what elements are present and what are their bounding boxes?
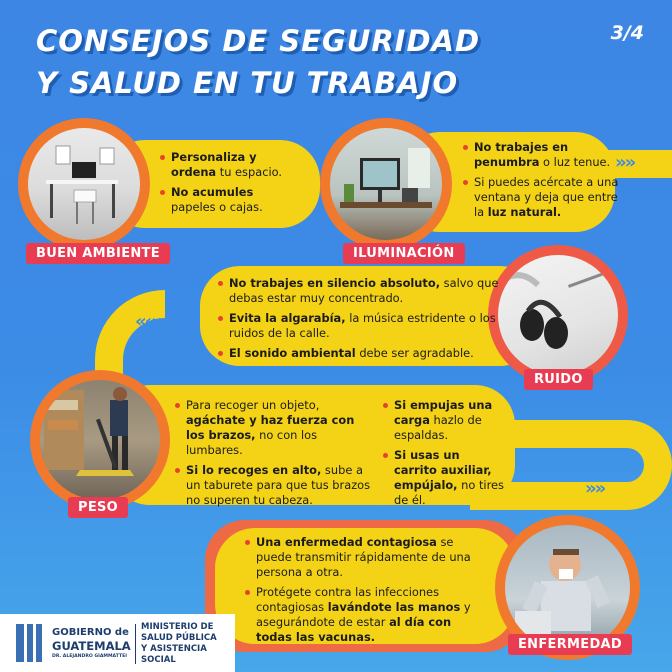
sick-person-photo-icon [505,525,630,650]
monitor-photo-icon [330,128,442,240]
bullet-item: Si usas un carrito auxiliar, empújalo, no tires de él. [383,448,505,508]
label-iluminacion: ILUMINACIÓN [343,243,465,264]
footer-divider [135,624,136,664]
label-peso: PESO [68,497,128,518]
bullet-item: No trabajes en silencio absoluto, salvo que debas estar muy concentrado. [218,276,508,306]
text-peso-right [383,398,505,513]
ministry-line-2: SALUD PÚBLICA [141,633,217,643]
bullet-item: Personaliza y ordena tu espacio. [160,150,300,180]
bullet-item: Si puedes acércate a una ventana y deja que entre la luz natural. [463,175,623,220]
pallet-jack-photo-icon [40,380,160,500]
circle-buen-ambiente [18,118,150,250]
bullet-item: No trabajes en penumbra o luz tenue. [463,140,623,170]
text-enfermedad [245,535,480,650]
text-buen-ambiente [160,150,300,220]
label-enfermedad: ENFERMEDAD [508,634,632,655]
desk-photo-icon [28,128,140,240]
road-chevrons-2: «««« [135,311,174,332]
text-peso-left [175,398,375,513]
ministry-line-3: Y ASISTENCIA [141,644,207,654]
guatemala-emblem-icon [14,622,44,664]
headphones-photo-icon [498,255,618,375]
footer-logo-panel [0,614,235,672]
bullet-item: Para recoger un objeto, agáchate y haz fuerza con los brazos, no con los lumbares. [175,398,375,458]
road-chevrons-1: »» [615,152,635,173]
bullet-item: Evita la algarabía, la música estridente o los ruidos de la calle. [218,311,508,341]
gov-line-2: GUATEMALA [52,639,131,653]
circle-peso [30,370,170,510]
road-chevrons-3: »» [585,478,605,499]
text-ruido [218,276,508,366]
label-buen-ambiente: BUEN AMBIENTE [26,243,170,264]
label-ruido: RUIDO [524,369,593,390]
title-line-2: Y SALUD EN TU TRABAJO [36,66,459,100]
gov-line-3: DR. ALEJANDRO GIAMMATTEI [52,654,127,659]
bullet-item: No acumules papeles o cajas. [160,185,300,215]
ministry-line-1: MINISTERIO DE [141,622,214,632]
gov-line-1: GOBIERNO de [52,627,129,638]
bullet-item: Protégete contra las infecciones contagiosas lavándote las manos y asegurándote de estar al día con todas las vacunas. [245,585,480,645]
ministry-line-4: SOCIAL [141,655,176,665]
bullet-item: Si empujas una carga hazlo de espaldas. [383,398,505,443]
text-iluminacion [463,140,623,225]
bullet-item: Si lo recoges en alto, sube a un taburete para que tus brazos no superen tu cabeza. [175,463,375,508]
circle-ruido [488,245,628,385]
bullet-item: Una enfermedad contagiosa se puede transmitir rápidamente de una persona a otra. [245,535,480,580]
bullet-item: El sonido ambiental debe ser agradable. [218,346,508,361]
circle-iluminacion [320,118,452,250]
page-number: 3/4 [610,22,644,44]
title-line-1: CONSEJOS DE SEGURIDAD [36,24,481,58]
